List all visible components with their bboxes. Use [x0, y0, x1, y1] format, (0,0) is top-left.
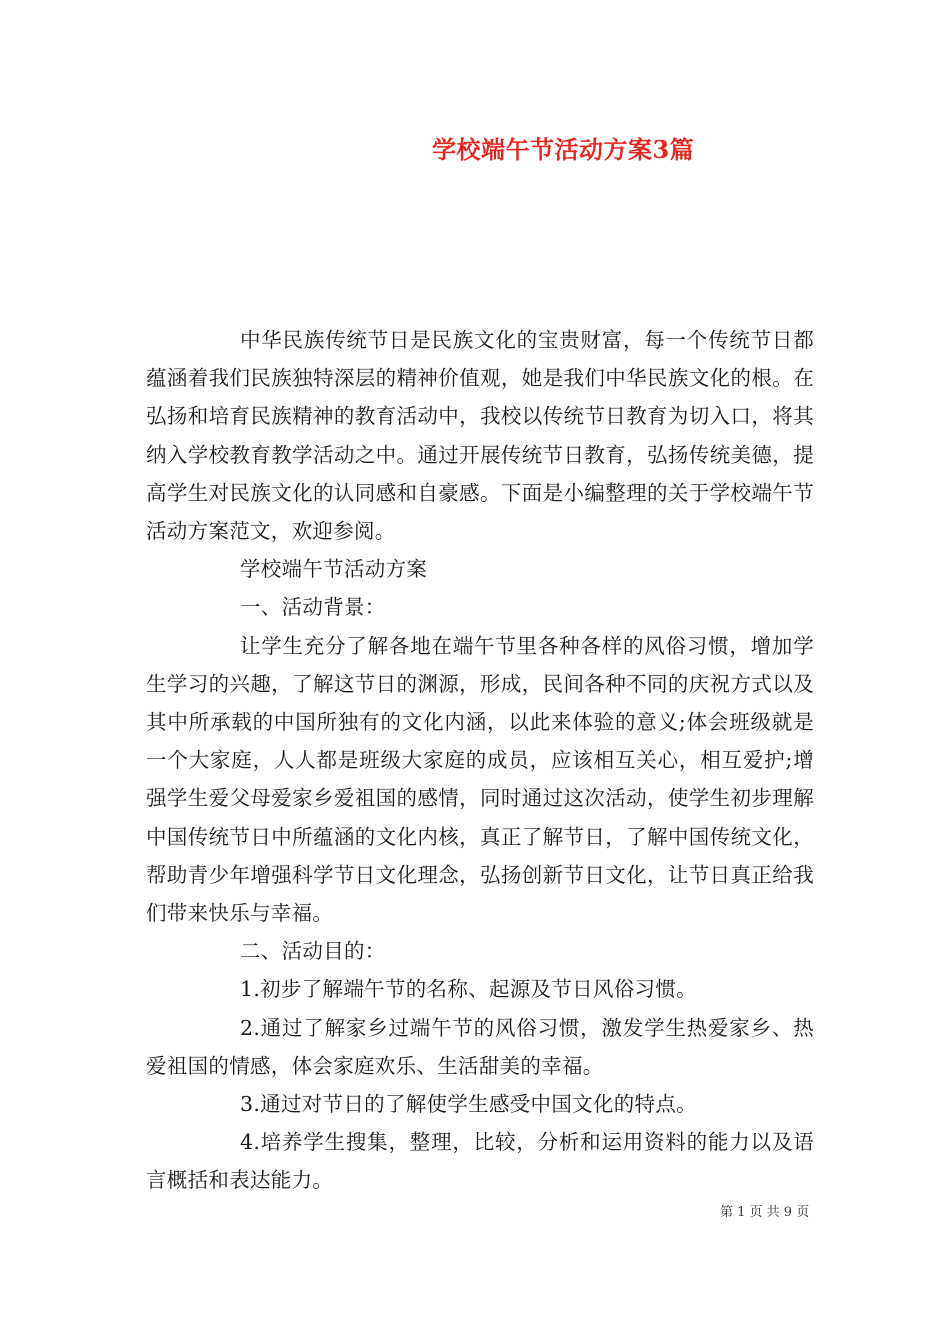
- purpose-item-1: 1.初步了解端午节的名称、起源及节日风俗习惯。: [240, 977, 697, 1002]
- purpose-item-3: 3.通过对节日的了解使学生感受中国文化的特点。: [240, 1092, 697, 1117]
- intro-paragraph: 中华民族传统节日是民族文化的宝贵财富，每一个传统节日都蕴涵着我们民族独特深层的精神价值观，她是我们中华民族文化的根。在弘扬和培育民族精神的教育活动中，我校以传统节日教育为切入口，将其纳入学校教育教学活动之中。通过开展传统节日教育，弘扬传统美德，提高学生对民族文化的认同感和自豪感。下面是小编整理的关于学校端午节活动方案范文，欢迎参阅。: [146, 328, 814, 544]
- document-title: 学校端午节活动方案3篇: [432, 135, 695, 164]
- purpose-item-4: 4.培养学生搜集，整理，比较，分析和运用资料的能力以及语言概括和表达能力。: [146, 1130, 814, 1193]
- section-heading-plan: 学校端午节活动方案: [240, 557, 428, 582]
- section-heading-background: 一、活动背景：: [240, 595, 386, 620]
- purpose-item-2: 2.通过了解家乡过端午节的风俗习惯，激发学生热爱家乡、热爱祖国的情感，体会家庭欢乐、生活甜美的幸福。: [146, 1015, 814, 1078]
- page-number-footer: 第 1 页 共 9 页: [720, 1205, 810, 1220]
- document-body: [146, 321, 814, 1200]
- background-paragraph: 让学生充分了解各地在端午节里各种各样的风俗习惯，增加学生学习的兴趣，了解这节日的渊源，形成，民间各种不同的庆祝方式以及其中所承载的中国所独有的文化内涵，以此来体验的意义;体会班级就是一个大家庭，人人都是班级大家庭的成员，应该相互关心，相互爱护;增强学生爱父母爱家乡爱祖国的感情，同时通过这次活动，使学生初步理解中国传统节日中所蕴涵的文化内核，真正了解节日，了解中国传统文化，帮助青少年增强科学节日文化理念，弘扬创新节日文化，让节日真正给我们带来快乐与幸福。: [146, 633, 814, 926]
- section-heading-purpose: 二、活动目的：: [240, 939, 386, 964]
